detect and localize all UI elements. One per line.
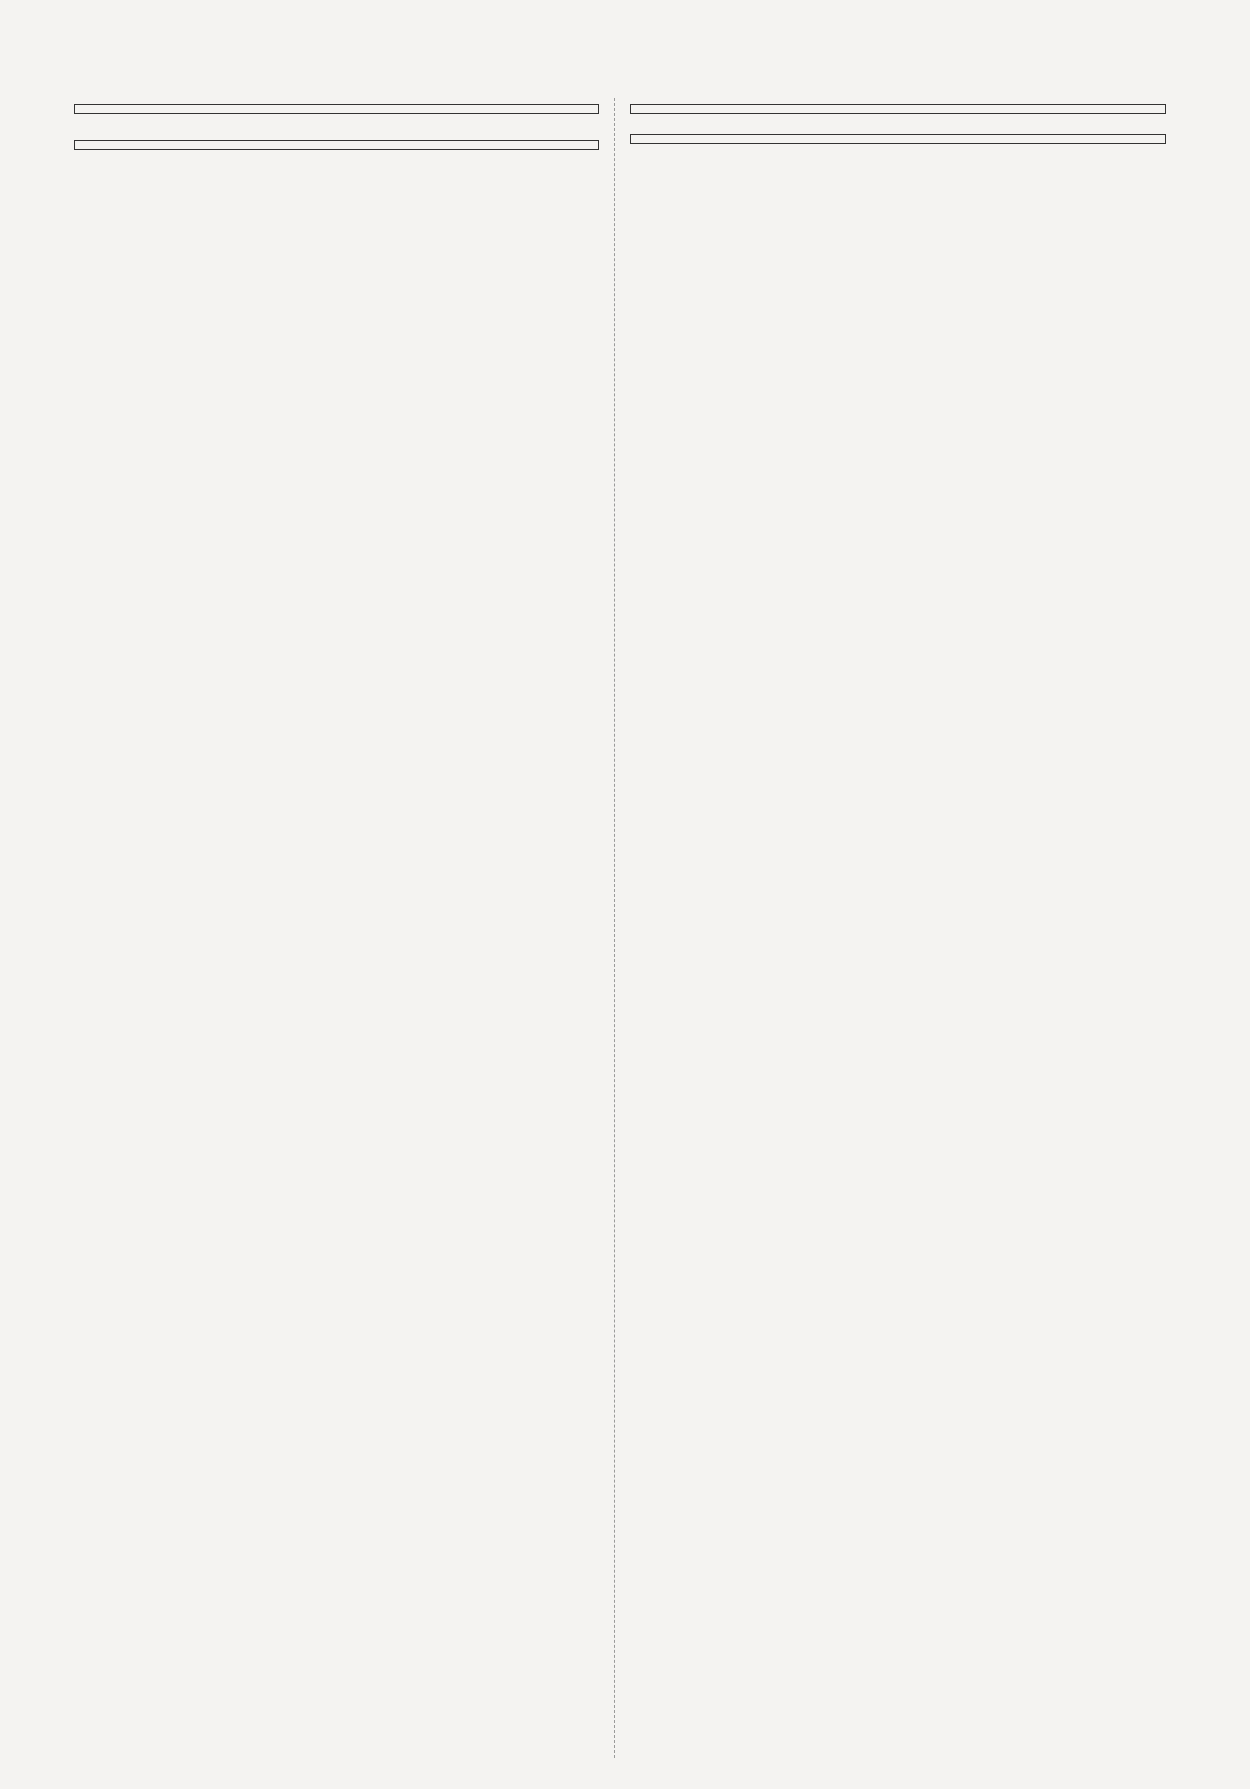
vocab-box: [74, 140, 599, 150]
left-column: [74, 98, 599, 174]
vocab-box: [630, 104, 1166, 114]
vocab-box: [74, 104, 599, 114]
right-column: [630, 98, 1166, 166]
vocab-box: [630, 134, 1166, 144]
column-divider: [614, 98, 615, 1758]
